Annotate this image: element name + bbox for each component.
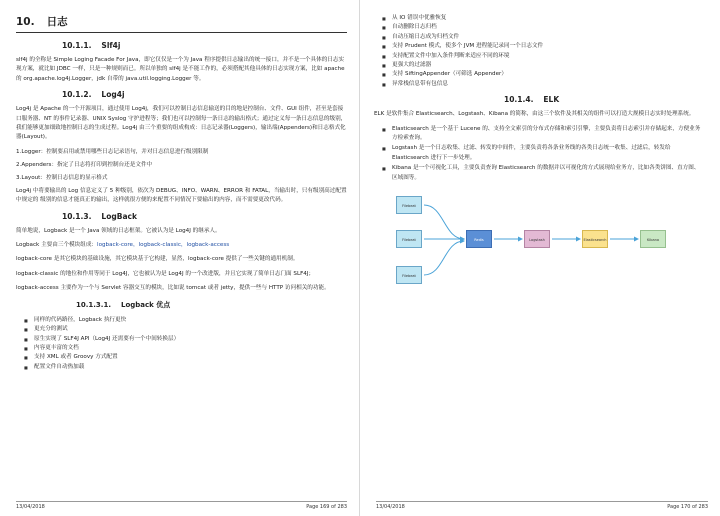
- section-heading-logback: [16, 212, 347, 221]
- logback-core-paragraph: logback-core 是其它模块的基础设施，其它模块基于它构建，显然，logback-core 提供了一些关键的通用机制。: [16, 256, 299, 263]
- logstash-node: Logstash: [524, 230, 550, 248]
- list-item: ■ 支持 XML 或者 Groovy 方式配置: [24, 353, 347, 362]
- list-item: ■ 异常栈信息带有包信息: [382, 80, 704, 89]
- section-heading-log4j: [16, 90, 347, 99]
- slf4j-paragraph: slf4j 的全称是 Simple Loging Facade For Java，即它仅仅是一个为 Java 程序提供日志输出的统一接口，并不是一个具体的日志实现方案，就比如 JDBC 一样，只是一种规则而已。所以单独的 slf4j 是不能工作的，必须搭配其他具体的日志实现方案，比如 apache 的 org.apache.log4j.Logger，jdk 自带的 java.util.logging.Logger 等。: [16, 57, 345, 82]
- elasticsearch-node: Elasticsearch: [582, 230, 608, 248]
- list-item: ■ 自动压缩日志成为归档文件: [382, 33, 704, 42]
- section-number: 10.1.3.: [62, 211, 92, 221]
- filebeat-node-2: Filebeat: [396, 230, 422, 248]
- list-item: ■ Elasticsearch 是一个基于 Lucene 的、支持全文索引的分布式存储和索引引擎，主要负责将日志索引并存储起来，方便业务方检索查询。: [382, 125, 704, 144]
- section-number: 10.1.1.: [62, 41, 92, 50]
- list-item: ■ Kibana 是一个可视化工具，主要负责查询 Elasticsearch 的数据并以可视化的方式展现给业务方，比如各类饼图、直方图、区域图等。: [382, 164, 704, 183]
- list-item: ■ 配置文件自动热加载: [24, 363, 347, 372]
- page-footer: [376, 501, 708, 510]
- section-heading-elk: [374, 95, 704, 104]
- footer-date: 13/04/2018: [16, 504, 45, 510]
- section-title: Slf4j: [101, 41, 121, 50]
- advantages-list: [16, 316, 347, 372]
- modules-prefix: Logback 主要由三个模块组成：: [16, 242, 98, 249]
- arrow-beat3-redis: [424, 241, 464, 275]
- log4j-item-layout: 3.Layout：控制日志信息的显示格式: [16, 174, 108, 181]
- subsection-heading-advantages: [16, 300, 347, 310]
- list-item: ■ 更强大的过滤器: [382, 61, 704, 70]
- list-item: ■ 支持配置文件中加入条件判断来适应不同的环境: [382, 52, 704, 61]
- list-item: ■ 从 IO 错误中优雅恢复: [382, 14, 704, 23]
- footer-page-number: Page 170 of 283: [667, 504, 708, 510]
- chapter-heading: [16, 14, 347, 33]
- subsection-number: 10.1.3.1.: [76, 300, 111, 309]
- section-title: Log4j: [101, 90, 125, 100]
- section-heading-slf4j: [16, 41, 347, 50]
- elk-components-list: [374, 125, 704, 183]
- logback-access-paragraph: logback-access 主要作为一个与 Servlet 容器交互的模块，比如说 tomcat 或者 jetty，提供一些与 HTTP 访问相关的功能。: [16, 285, 330, 292]
- page-footer: [16, 501, 347, 510]
- list-item: ■ 支持 SiftingAppender（可筛选 Appender）: [382, 70, 704, 79]
- list-item: ■ 原生实现了 SLF4J API（Log4J 还需要有一个中间转换层）: [24, 335, 347, 344]
- list-item: ■ 同样的代码路径，Logback 执行更快: [24, 316, 347, 325]
- log4j-levels-paragraph: Log4j 中将要输出的 Log 信息定义了 5 种级别，依次为 DEBUG、INFO、WARN、ERROR 和 FATAL，当输出时，只有级别高过配置中规定的 级别的信息才能真正的输出，这样就很方便的来配置不同情况下要输出的内容，而不需要更改代码。: [16, 187, 347, 204]
- subsection-title: Logback 优点: [121, 300, 171, 309]
- list-item: ■ Logstash 是一个日志收集、过滤、转发的中间件，主要负责将各条业务线的各类日志统一收集、过滤后，转发给 Elasticsearch 进行下一步处理。: [382, 144, 704, 163]
- page-170: [360, 0, 720, 516]
- section-number: 10.1.2.: [62, 90, 92, 100]
- elk-architecture-diagram: [394, 191, 694, 291]
- footer-date: 13/04/2018: [376, 504, 405, 510]
- elk-intro: ELK 是软件集合 Elasticsearch、Logstash、Kibana 的简称，由这三个软件及其相关的组件可以打造大规模日志实时处理系统。: [374, 111, 695, 118]
- filebeat-node-1: Filebeat: [396, 196, 422, 214]
- section-number: 10.1.4.: [504, 95, 534, 105]
- section-title: ELK: [543, 95, 560, 105]
- filebeat-node-3: Filebeat: [396, 266, 422, 284]
- section-title: LogBack: [101, 211, 137, 221]
- redis-node: Redis: [466, 230, 492, 248]
- chapter-number: 10.: [16, 16, 35, 28]
- list-item: ■ 自动删除日志归档: [382, 23, 704, 32]
- log4j-item-logger: 1.Logger：控制要启用或禁用哪些日志记录语句，并对日志信息进行级别限制: [16, 148, 209, 155]
- logback-modules: [16, 241, 347, 250]
- list-item: ■ 内容更丰富的文档: [24, 344, 347, 353]
- list-item: ■ 更充分的测试: [24, 325, 347, 334]
- logback-classic-paragraph: logback-classic 的地位和作用等同于 Log4J，它也被认为是 Log4J 的一个改进版，并且它实现了简单日志门面 SLF4J；: [16, 270, 315, 277]
- kibana-node: Kibana: [640, 230, 666, 248]
- modules-list: logback-core，logback-classic，logback-access: [97, 242, 230, 249]
- arrow-beat1-redis: [424, 205, 464, 239]
- chapter-title: 日志: [46, 16, 68, 28]
- log4j-item-appenders: 2.Appenders：指定了日志将打印到控制台还是文件中: [16, 161, 153, 168]
- logback-intro: 简单地说，Logback 是一个 Java 领域的日志框架。它被认为是 Log4J 的继承人。: [16, 227, 221, 234]
- log4j-paragraph: Log4j 是 Apache 的一个开源项目，通过使用 Log4j，我们可以控制日志信息输送的目的地是控制台、文件、GUI 组件，甚至是套接口服务器、NT 的事件记录器、UNIX Syslog 守护进程等；我们也可以控制每一条日志的输出格式；通过定义每一条日志信息的级别，我们能够更加细致地控制日志的生成过程。Log4j 由三个重要的组成构成：日志记录器(Loggers)，输出端(Appenders)和日志格式化器(Layout)。: [16, 106, 347, 141]
- footer-page-number: Page 169 of 283: [306, 504, 347, 510]
- list-item: ■ 支持 Prudent 模式，使多个 JVM 进程能记录同一个日志文件: [382, 42, 704, 51]
- logback-features-list: [374, 14, 704, 89]
